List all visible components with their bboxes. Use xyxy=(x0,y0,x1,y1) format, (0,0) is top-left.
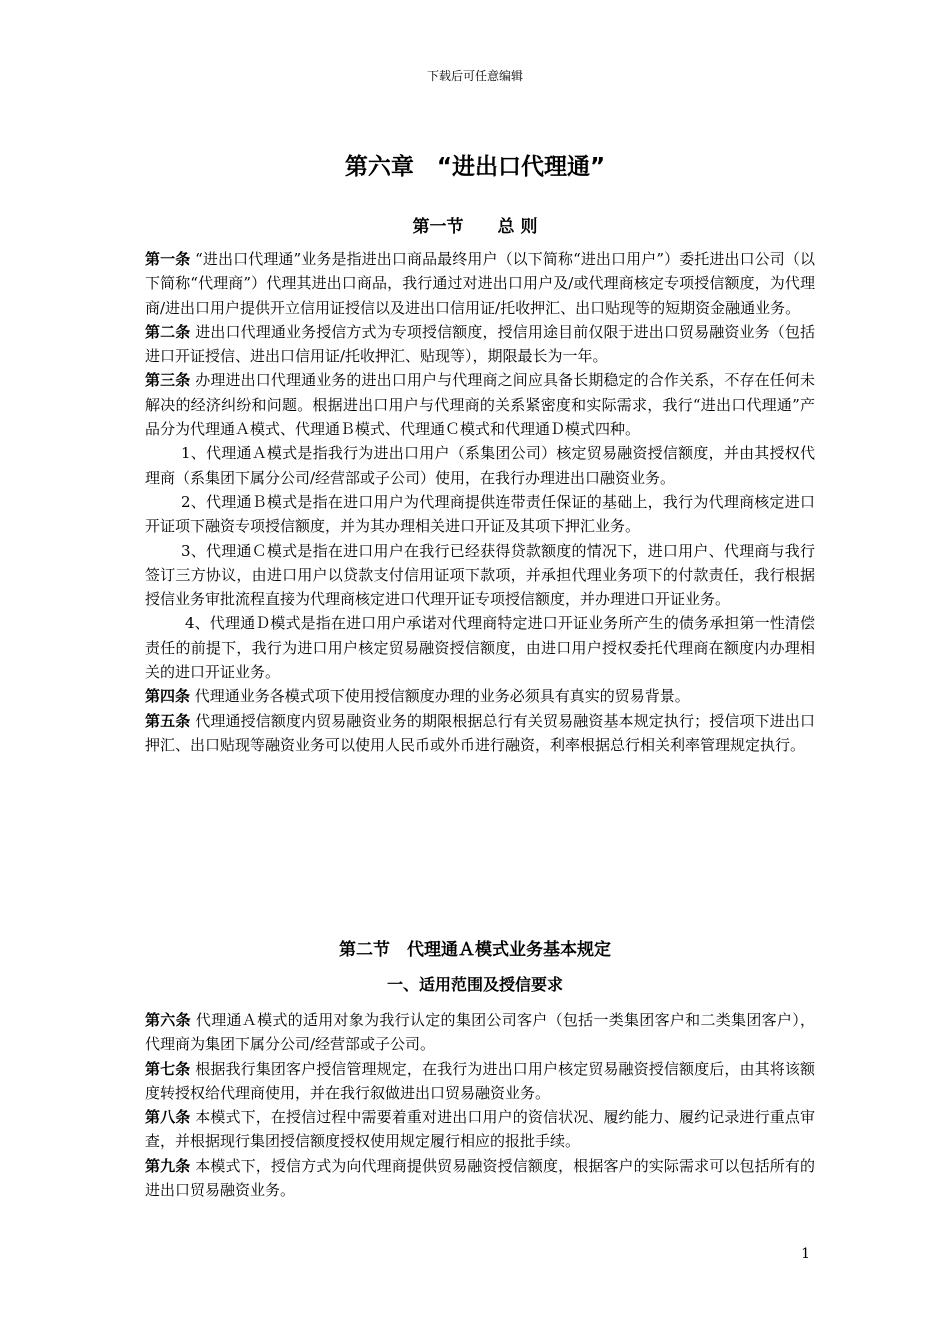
article-label: 第七条 xyxy=(145,1059,191,1078)
article-text: 代理通授信额度内贸易融资业务的期限根据总行有关贸易融资基本规定执行；授信项下进出口押汇、出口贴现等融资业务可以使用人民币或外币进行融资，利率根据总行相关利率管理规定执行。 xyxy=(145,711,815,754)
article-text: 代理通Ａ模式的适用对象为我行认定的集团公司客户（包括一类集团客户和二类集团客户），代理商为集团下属分公司/经营部或子公司。 xyxy=(145,1011,815,1054)
article-label: 第二条 xyxy=(145,322,191,341)
article-label: 第三条 xyxy=(145,371,191,390)
article-text: 代理通业务各模式项下使用授信额度办理的业务必须具有真实的贸易背景。 xyxy=(190,687,690,706)
article-text: 本模式下，授信方式为向代理商提供贸易融资授信额度，根据客户的实际需求可以包括所有的进出口贸易融资业务。 xyxy=(145,1156,815,1200)
section2-subtitle: 一、适用范围及授信要求 xyxy=(386,975,563,994)
article-2 xyxy=(145,320,815,369)
article-3 xyxy=(145,368,815,441)
article-text: 办理进出口代理通业务的进出口用户与代理商之间应具备长期稳定的合作关系，不存在任何未解决的经济纠纷和问题。根据进出口用户与代理商的关系紧密度和实际需求，我行“进出口代理通”产品分为代理通Ａ模式、代理通Ｂ模式、代理通Ｃ模式和代理通Ｄ模式四种。 xyxy=(145,371,815,439)
mode-a-paragraph: 1、代理通Ａ模式是指我行为进出口用户（系集团公司）核定贸易融资授信额度，并由其授权代理商（系集团下属分公司/经营部或子公司）使用，在我行办理进出口融资业务。 xyxy=(145,444,815,487)
article-1 xyxy=(145,247,815,320)
section1-title: 第一节 总 则 xyxy=(412,217,538,237)
article-label: 第五条 xyxy=(145,711,191,730)
article-8 xyxy=(145,1105,815,1154)
page-number: 1 xyxy=(801,1246,810,1262)
chapter-title: 第六章 “进出口代理通” xyxy=(344,154,606,180)
article-5 xyxy=(145,709,815,758)
section2-title: 第二节 代理通Ａ模式业务基本规定 xyxy=(339,940,611,960)
article-9 xyxy=(145,1154,815,1203)
mode-c-paragraph: 3、代理通Ｃ模式是指在进口用户在我行已经获得贷款额度的情况下，进口用户、代理商与我行签订三方协议，由进口用户以贷款支付信用证项下款项，并承担代理业务项下的付款责任，我行根据授信业务审批流程直接为代理商核定进口代理开证专项授信额度，并办理进口开证业务。 xyxy=(145,541,815,609)
article-label: 第九条 xyxy=(145,1156,191,1175)
mode-b-paragraph: 2、代理通Ｂ模式是指在进口用户为代理商提供连带责任保证的基础上，我行为代理商核定进口开证项下融资专项授信额度，并为其办理相关进口开证及其项下押汇业务。 xyxy=(145,492,815,536)
mode-d-paragraph: 4、代理通Ｄ模式是指在进口用户承诺对代理商特定进口开证业务所产生的债务承担第一性清偿责任的前提下，我行为进口用户核定贸易融资授信额度，由进口用户授权委托代理商在额度内办理相关的进口开证业务。 xyxy=(145,614,815,682)
section1-body xyxy=(145,247,815,757)
article-label: 第六条 xyxy=(145,1011,191,1029)
article-text: 本模式下，在授信过程中需要着重对进出口用户的资信状况、履约能力、履约记录进行重点审查，并根据现行集团授信额度授权使用规定履行相应的报批手续。 xyxy=(145,1108,815,1151)
section2-body xyxy=(145,1008,815,1202)
article-7 xyxy=(145,1057,815,1106)
article-6 xyxy=(145,1008,815,1057)
article-label: 第八条 xyxy=(145,1108,191,1127)
article-label: 第一条 xyxy=(145,250,191,268)
article-text: 进出口代理通业务授信方式为专项授信额度，授信用途目前仅限于进出口贸易融资业务（包括进口开证授信、进出口信用证/托收押汇、贴现等），期限最长为一年。 xyxy=(145,322,815,366)
article-text: 根据我行集团客户授信管理规定，在我行为进出口用户核定贸易融资授信额度后，由其将该额度转授权给代理商使用，并在我行叙做进出口贸易融资业务。 xyxy=(145,1059,815,1102)
article-label: 第四条 xyxy=(145,687,191,706)
article-text: “进出口代理通”业务是指进出口商品最终用户（以下简称“进出口用户”）委托进出口公司（以下简称“代理商”）代理其进出口商品，我行通过对进出口用户及/或代理商核定专项授信额度，为代理商/进出口用户提供开立信用证授信以及进出口信用证/托收押汇、出口贴现等的短期资金融通业务。 xyxy=(145,250,815,317)
page-header: 下载后可任意编辑 xyxy=(426,69,523,83)
article-4 xyxy=(145,684,815,708)
